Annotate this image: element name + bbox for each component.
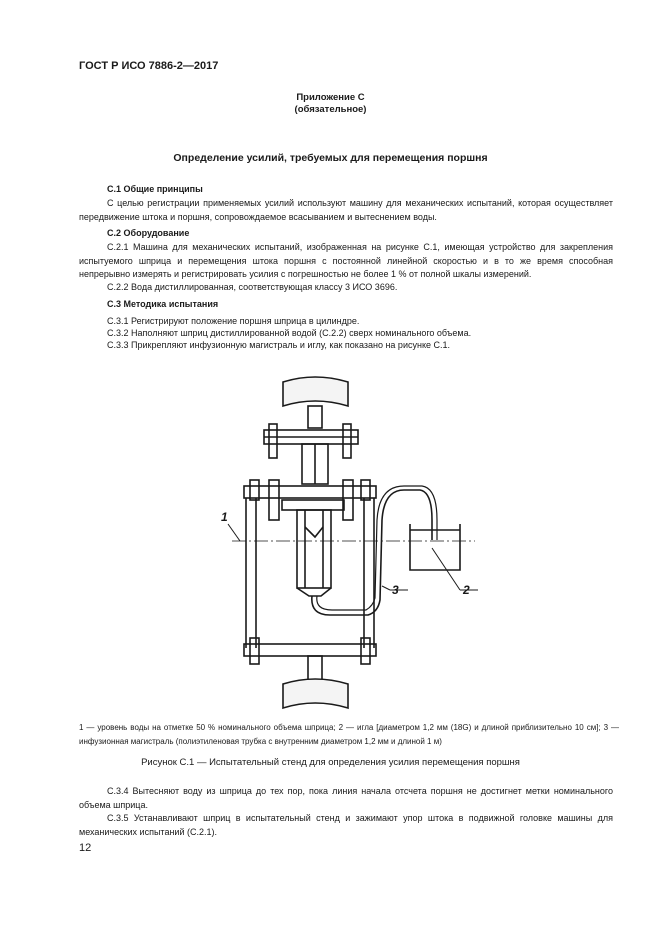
syringe-flange — [282, 500, 344, 510]
paragraph-c32: С.3.2 Наполняют шприц дистиллированной водой (С.2.2) сверх номинального объема. — [107, 328, 472, 338]
syringe-tip — [297, 588, 331, 596]
section-heading-c3: С.3 Методика испытания — [107, 299, 219, 309]
figure-label-2: 2 — [463, 583, 470, 597]
frame-nut-bl — [250, 638, 259, 664]
section-heading-c2: С.2 Оборудование — [107, 228, 190, 238]
figure-label-3: 3 — [392, 583, 399, 597]
bottom-grip-handle — [283, 679, 348, 708]
clamp-bolt-right — [343, 424, 351, 458]
document-header: ГОСТ Р ИСО 7886-2—2017 — [79, 60, 219, 72]
paragraph-c31: С.3.1 Регистрируют положение поршня шприца в цилиндре. — [107, 316, 360, 326]
section-title: Определение усилий, требуемых для перемещения поршня — [173, 152, 488, 164]
paragraph-c22: С.2.2 Вода дистиллированная, соответствующая классу 3 ИСО 3696. — [107, 282, 398, 292]
figure-caption: Рисунок С.1 — Испытательный стенд для определения усилия перемещения поршня — [141, 757, 520, 768]
appendix-title: Приложение С — [296, 92, 365, 103]
frame-nut-tr — [361, 480, 370, 500]
figure-legend: 1 — уровень воды на отметке 50 % номинального объема шприца; 2 — игла [диаметром 1,2 мм (18G) и длиной приблизительно 10 см]; 3 — инфузионная магистраль (полиэтиленовая трубка с внутренним диаметром 1,2 мм и длиной 1 м) — [79, 723, 619, 746]
paragraph-c35: С.3.5 Устанавливают шприц в испытательный стенд и зажимают упор штока в подвижной головке машины для механических испытаний (С.2.1). — [79, 813, 613, 837]
paragraph-c21: С.2.1 Машина для механических испытаний, изображенная на рисунке С.1, имеющая устройство для закрепления испытуемого шприца и перемещения штока поршня с постоянной линейной скоростью и в то же время способная непрерывно измерять и регистрировать усилия с погрешностью не более 1 % от полной шкалы измерений. — [79, 242, 613, 279]
frame-nut-tl — [250, 480, 259, 500]
paragraph-c34: С.3.4 Вытесняют воду из шприца до тех пор, пока линия начала отсчета поршня не достигнет метки номинального объема шприца. — [79, 786, 613, 810]
figure-label-1: 1 — [221, 510, 228, 524]
infusion-tubing — [312, 490, 432, 615]
paragraph-c1: С целью регистрации применяемых усилий используют машину для механических испытаний, которая осуществляет передвижение штока и поршня, сопровождаемое всасыванием и вытеснением воды. — [79, 198, 613, 222]
paragraph-c33: С.3.3 Прикрепляют инфузионную магистраль и иглу, как показано на рисунке С.1. — [107, 340, 450, 350]
appendix-status: (обязательное) — [294, 104, 367, 115]
frame-bottom-crossbar — [244, 644, 376, 656]
plunger-head — [305, 527, 323, 537]
section-heading-c1: С.1 Общие принципы — [107, 184, 203, 194]
frame-top-crossbar — [244, 486, 376, 498]
bottom-shaft — [308, 656, 322, 682]
top-shaft — [308, 406, 322, 428]
top-grip-handle — [283, 377, 348, 406]
syringe-barrel — [297, 510, 331, 588]
frame-nut-br — [361, 638, 370, 664]
page-number: 12 — [79, 842, 92, 854]
water-beaker — [410, 524, 460, 570]
clamp-bolt-left — [269, 424, 277, 458]
